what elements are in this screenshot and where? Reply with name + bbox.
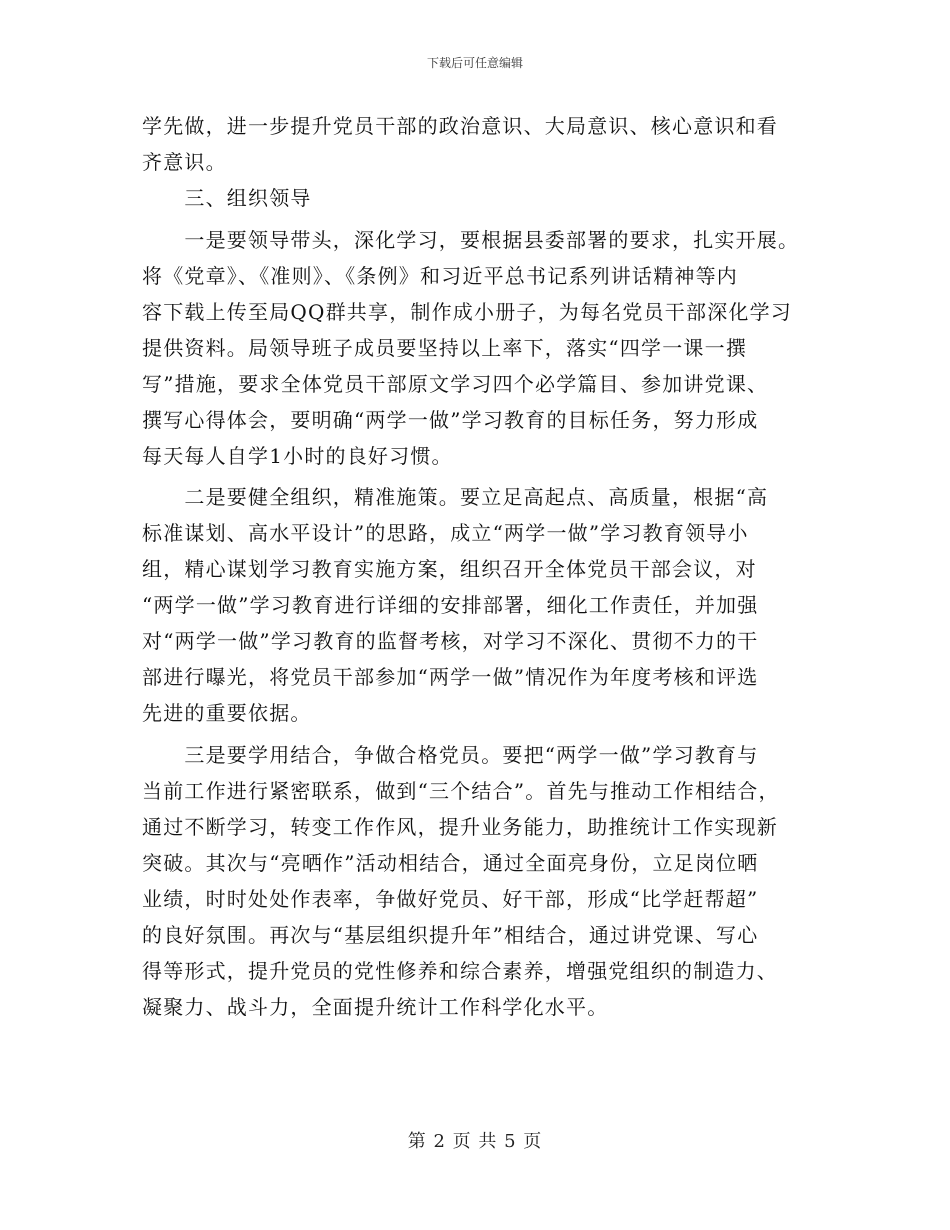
text-line: 标准谋划、高水平设计”的思路，成立“两学一做”学习教育领导小: [142, 521, 749, 545]
text-line: 凝聚力、战斗力，全面提升统计工作科学化水平。: [142, 995, 609, 1019]
text-line: 对“两学一做”学习教育的监督考核，对学习不深化、贯彻不力的干: [142, 629, 759, 653]
text-line: 突破。其次与“亮晒作”活动相结合，通过全面亮身份，立足岗位晒: [142, 851, 759, 875]
text-line: 部进行曝光，将党员干部参加“两学一做”情况作为年度考核和评选: [142, 665, 759, 689]
text-line: 将《党章》、《准则》、《条例》和习近平总书记系列讲话精神等内: [142, 264, 738, 288]
text-line: 撰写心得体会，要明确“两学一做”学习教育的目标任务，努力形成: [142, 408, 759, 432]
text-line: 每天每人自学1小时的良好习惯。: [142, 444, 453, 468]
text-line: 得等形式，提升党员的党性修养和综合素养，增强党组织的制造力、: [142, 959, 778, 983]
text-line: 一是要领导带头，深化学习，要根据县委部署的要求，扎实开展。: [142, 228, 800, 252]
text-line: 当前工作进行紧密联系，做到“三个结合”。首先与推动工作相结合，: [142, 779, 780, 803]
text-line: 先进的重要依据。: [142, 701, 312, 725]
page-header-note: 下载后可任意编辑: [426, 56, 523, 70]
text-line: 写”措施，要求全体党员干部原文学习四个必学篇目、参加讲党课、: [142, 372, 769, 396]
page-number: 第 2 页 共 5 页: [407, 1131, 543, 1152]
text-line: 容下载上传至局QQ群共享，制作成小册子，为每名党员干部深化学习: [142, 300, 792, 324]
text-line: 学先做，进一步提升党员干部的政治意识、大局意识、核心意识和看: [142, 114, 778, 138]
section-heading: 三、组织领导: [142, 186, 312, 210]
text-line: 三是要学用结合，争做合格党员。要把“两学一做”学习教育与: [142, 743, 759, 767]
text-line: 提供资料。局领导班子成员要坚持以上率下，落实“四学一课一撰: [142, 336, 748, 360]
text-line: 齐意识。: [142, 150, 227, 174]
text-line: 组，精心谋划学习教育实施方案，组织召开全体党员干部会议，对: [142, 557, 757, 581]
text-line: 二是要健全组织，精准施策。要立足高起点、高质量，根据“高: [142, 485, 769, 509]
text-line: 的良好氛围。再次与“基层组织提升年”相结合，通过讲党课、写心: [142, 923, 759, 947]
text-line: “两学一做”学习教育进行详细的安排部署，细化工作责任，并加强: [142, 593, 759, 617]
text-line: 业绩，时时处处作表率，争做好党员、好干部，形成“比学赶帮超”: [142, 887, 759, 911]
text-line: 通过不断学习，转变工作作风，提升业务能力，助推统计工作实现新: [142, 815, 778, 839]
